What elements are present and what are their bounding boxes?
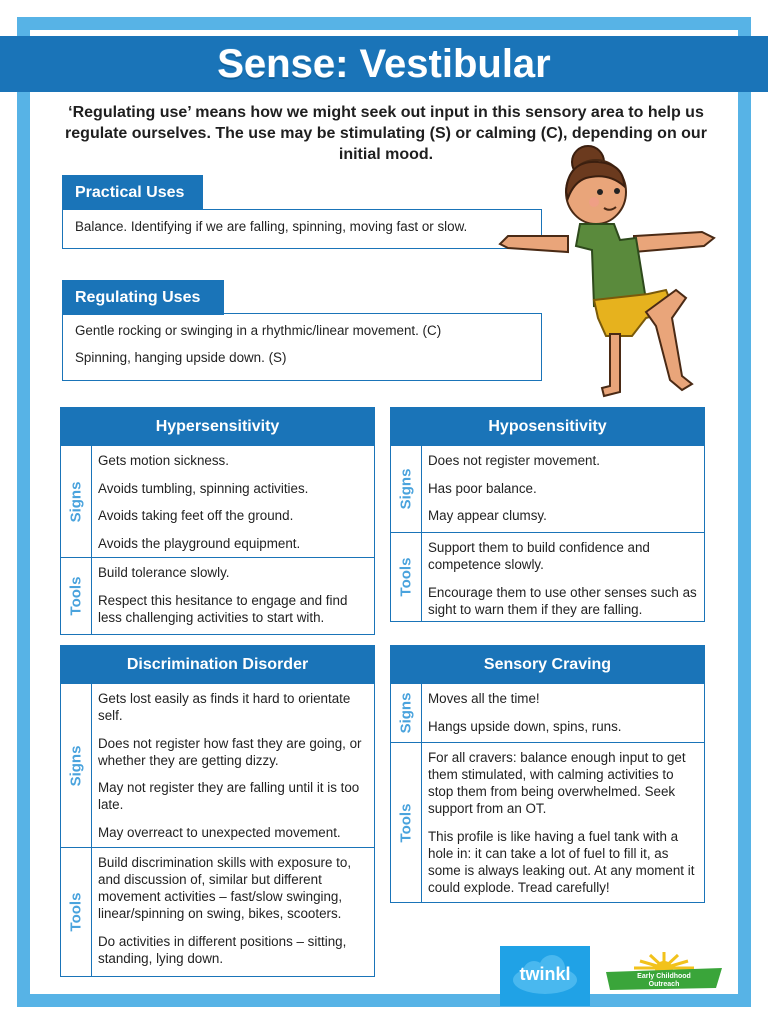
- list-item: Hangs upside down, spins, runs.: [428, 718, 622, 734]
- tools-row: [61, 557, 374, 634]
- signs-row: [61, 684, 374, 847]
- hypersensitivity-panel: [60, 407, 375, 635]
- list-item: Moves all the time!: [428, 691, 540, 706]
- eco-line2: Outreach: [648, 981, 680, 988]
- sunrise-icon: [600, 948, 728, 998]
- list-item: Gets motion sickness.: [98, 453, 229, 468]
- list-item: Has poor balance.: [428, 480, 537, 496]
- tools-row: [391, 742, 704, 902]
- list-item: Do activities in different positions – sitting, standing, lying down.: [98, 933, 347, 966]
- practical-uses-tab: Practical Uses: [62, 175, 203, 210]
- list-item: May not register they are falling until it is too late.: [98, 780, 360, 812]
- signs-row: [61, 446, 374, 557]
- sensory-craving-panel: [390, 645, 705, 903]
- tools-label: Tools: [397, 557, 415, 597]
- list-item: Does not register how fast they are going, or whether they are getting dizzy.: [98, 735, 362, 768]
- regulating-item: Spinning, hanging upside down. (S): [75, 350, 287, 365]
- signs-label: Signs: [397, 468, 415, 510]
- signs-row: [391, 446, 704, 532]
- list-item: Gets lost easily as finds it hard to orientate self.: [98, 691, 351, 723]
- hyposensitivity-panel: [390, 407, 705, 622]
- list-item: Support them to build confidence and competence slowly.: [428, 540, 650, 572]
- list-item: May overreact to unexpected movement.: [98, 824, 341, 840]
- title-vestibular: Vestibular: [359, 42, 551, 86]
- panel-title: Discrimination Disorder: [61, 646, 374, 684]
- regulating-uses-tab: Regulating Uses: [62, 280, 224, 315]
- title-sense: Sense:: [217, 42, 349, 86]
- list-item: Does not register movement.: [428, 453, 600, 468]
- early-childhood-outreach-logo: [600, 948, 728, 998]
- list-item: Avoids tumbling, spinning activities.: [98, 480, 309, 496]
- tools-row: [391, 532, 704, 621]
- twinkl-logo: [500, 946, 590, 1006]
- tools-row: [61, 847, 374, 976]
- list-item: Build discrimination skills with exposure to, and discussion of, similar but different movement activities – fast/slow swinging, linear/spinning on swing, bikes, scooters.: [98, 855, 352, 921]
- regulating-uses-box: [62, 313, 542, 381]
- panel-title: Sensory Craving: [391, 646, 704, 684]
- list-item: Encourage them to use other senses such as sight to warn them if they are falling.: [428, 584, 697, 617]
- list-item: Avoids the playground equipment.: [98, 535, 301, 551]
- panel-title: Hyposensitivity: [391, 408, 704, 446]
- tools-label: Tools: [67, 892, 85, 932]
- list-item: This profile is like having a fuel tank with a hole in: it can take a lot of fuel to fill it, as some is always leaking out. At any moment it could explode. Tread carefully!: [428, 828, 695, 895]
- twinkl-wordmark: twinkl: [519, 964, 571, 984]
- intro-text: ‘Regulating use’ means how we might seek out input in this sensory area to help us regulate ourselves. The use may be stimulating (S) or calming (C), depending on our initial mood.: [65, 104, 707, 163]
- list-item: For all cravers: balance enough input to get them stimulated, with calming activities to stop them from being overwhelmed. Seek support from an OT.: [428, 750, 686, 816]
- signs-label: Signs: [67, 481, 85, 522]
- list-item: Build tolerance slowly.: [98, 565, 230, 580]
- regulating-item: Gentle rocking or swinging in a rhythmic/linear movement. (C): [75, 323, 442, 338]
- practical-item: Balance. Identifying if we are falling, spinning, moving fast or slow.: [75, 219, 468, 234]
- list-item: Respect this hesitance to engage and find less challenging activities to start with.: [98, 592, 348, 625]
- tools-label: Tools: [397, 803, 415, 842]
- list-item: Avoids taking feet off the ground.: [98, 508, 294, 523]
- girl-balancing-illustration: [496, 140, 720, 400]
- practical-uses-box: [62, 209, 542, 249]
- tools-label: Tools: [67, 576, 85, 616]
- discrimination-disorder-panel: [60, 645, 375, 977]
- signs-label: Signs: [397, 692, 415, 734]
- panel-title: Hypersensitivity: [61, 408, 374, 446]
- eco-line1: Early Childhood: [637, 973, 691, 980]
- signs-label: Signs: [67, 745, 85, 786]
- page-title: [0, 39, 768, 89]
- signs-row: [391, 684, 704, 742]
- list-item: May appear clumsy.: [428, 508, 547, 523]
